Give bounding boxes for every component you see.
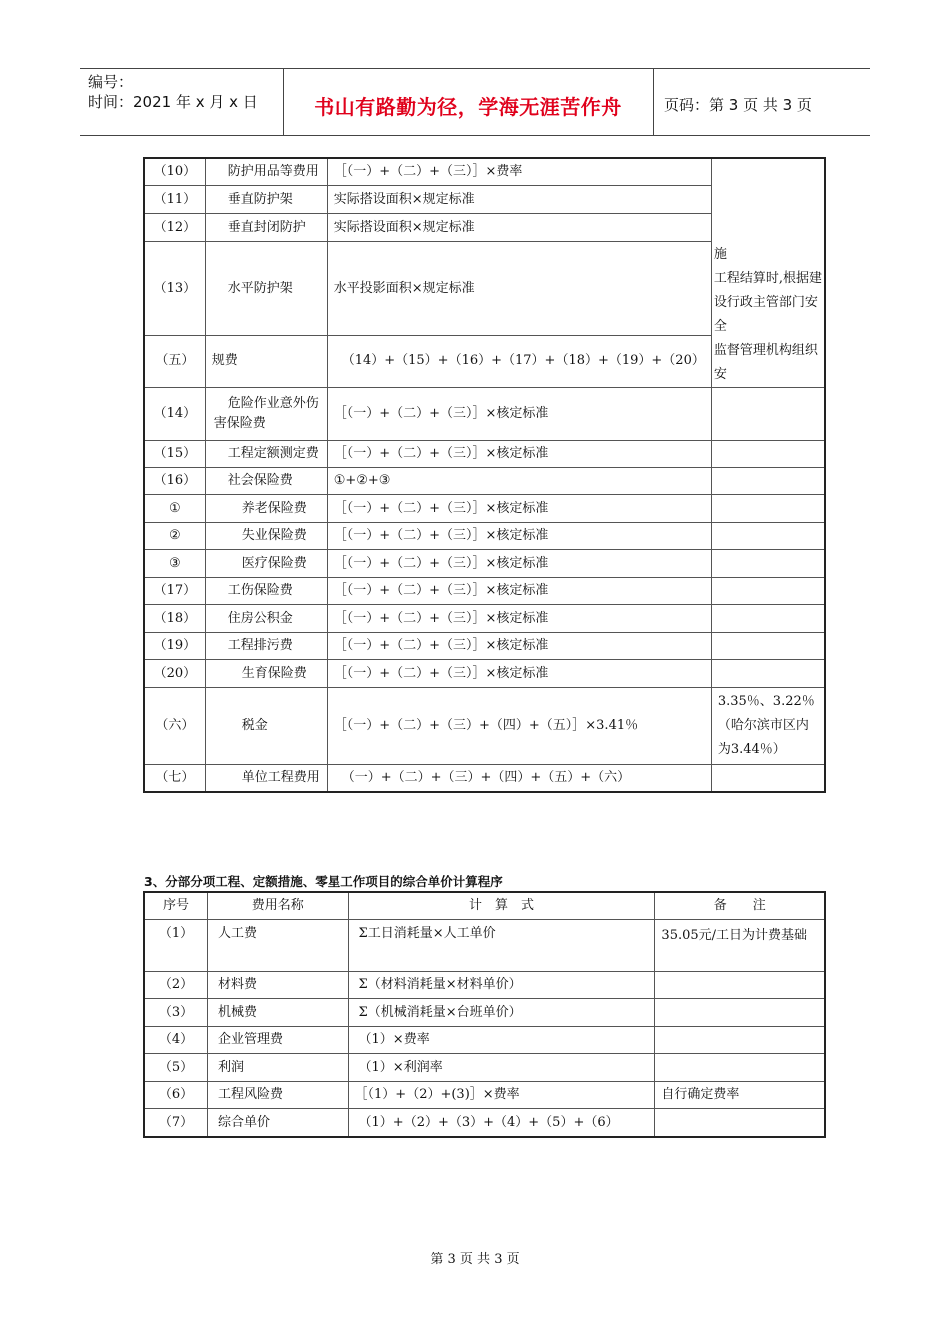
row-number: （5） [145,1054,208,1082]
table-row [145,765,825,792]
fee-formula: 实际搭设面积×规定标准 [327,214,711,242]
fee-formula: （一）+（二）+（三）+（四）+（五）+（六） [327,765,711,792]
fee-formula: （1）×费率 [348,1027,655,1054]
note-line: 施 [713,247,727,262]
note-cell [711,550,824,578]
row-number: （六） [145,688,206,765]
fee-name: 利润 [207,1054,348,1082]
note-line: 监督管理机构组织安 [713,343,818,382]
doc-number-label: 编号： [88,73,134,91]
fee-name: 工伤保险费 [205,578,327,605]
fee-formula: ［（一）+（二）+（三）］×核定标准 [327,523,711,550]
note-cell [711,523,824,550]
fee-name: 垂直防护架 [205,186,327,214]
fee-formula: ［（一）+（二）+（三）］×核定标准 [327,578,711,605]
note-line: 设行政主管部门安全 [713,295,818,334]
row-number: （14） [145,388,206,441]
row-number: （4） [145,1027,208,1054]
fee-formula: （14）+（15）+（16）+（17）+（18）+（19）+（20） [327,335,711,387]
doc-date-label: 时间：2021 年 x 月 x 日 [88,93,258,111]
row-number: （20） [145,660,206,688]
table-row [145,1082,825,1109]
fee-name: 工程风险费 [207,1082,348,1109]
fee-formula: ［（一）+（二）+（三）］×核定标准 [327,633,711,660]
table-row [145,495,825,523]
fee-table-continued [144,158,825,792]
row-number: ① [145,495,206,523]
fee-formula: Σ（材料消耗量×材料单价） [348,972,655,999]
table-row [145,633,825,660]
fee-formula: 水平投影面积×规定标准 [327,242,711,335]
fee-formula: ［（一）+（二）+（三）］×核定标准 [327,550,711,578]
row-number: （11） [145,186,206,214]
fee-name: 工程定额测定费 [205,441,327,468]
row-number: （17） [145,578,206,605]
fee-formula: Σ工日消耗量×人工单价 [348,920,655,972]
table-header-row [145,893,825,920]
row-number: （19） [145,633,206,660]
fee-name: 材料费 [207,972,348,999]
row-number: （7） [145,1109,208,1137]
fee-name: 机械费 [207,999,348,1027]
column-header: 备 注 [655,893,825,920]
fee-name: 防护用品等费用 [205,159,327,186]
row-number: （10） [145,159,206,186]
note-line: 工程结算时,根据建 [713,271,822,286]
note-cell [711,468,824,495]
unit-price-table [144,892,825,1137]
table-row [145,578,825,605]
fee-formula: （1）×利润率 [348,1054,655,1082]
header-page-number: 页码：第 3 页 共 3 页 [664,96,812,114]
note-cell [711,388,824,441]
table-row [145,605,825,633]
table-row [145,468,825,495]
fee-formula: ［（一）+（二）+（三）］×费率 [327,159,711,186]
fee-name: 垂直封闭防护 [205,214,327,242]
fee-name: 养老保险费 [205,495,327,523]
table-row [145,660,825,688]
column-header: 序号 [145,893,208,920]
note-cell [655,999,825,1027]
fee-name: 税金 [205,688,327,765]
row-number: （6） [145,1082,208,1109]
table-row [145,688,825,765]
table-row [145,523,825,550]
header-rule-top [80,68,870,69]
fee-formula: ［（一）+（二）+（三）］×核定标准 [327,495,711,523]
fee-name: 综合单价 [207,1109,348,1137]
fee-formula: 实际搭设面积×规定标准 [327,186,711,214]
table-row [145,1054,825,1082]
fee-name: 规费 [205,335,327,387]
fee-formula: ［（1）+（2）+(3)］×费率 [348,1082,655,1109]
header-meta [88,72,258,112]
note-cell [711,660,824,688]
note-cell: 自行确定费率 [655,1082,825,1109]
fee-formula: Σ（机械消耗量×台班单价） [348,999,655,1027]
note-cell-tax: 3.35％、3.22％（哈尔滨市区内为3.44％） [711,688,824,765]
table-row [145,999,825,1027]
table-row [145,159,825,186]
table-row [145,1027,825,1054]
fee-name: 失业保险费 [205,523,327,550]
fee-name: 单位工程费用 [205,765,327,792]
fee-name: 社会保险费 [205,468,327,495]
table-row [145,550,825,578]
row-number: ③ [145,550,206,578]
row-number: ② [145,523,206,550]
fee-formula: ［（一）+（二）+（三）+（四）+（五）］×3.41％ [327,688,711,765]
column-header: 费用名称 [207,893,348,920]
note-cell [711,578,824,605]
fee-formula: ［（一）+（二）+（三）］×核定标准 [327,441,711,468]
note-cell-safety [711,159,824,388]
note-cell [655,1109,825,1137]
fee-name: 企业管理费 [207,1027,348,1054]
note-cell [655,1027,825,1054]
row-number: （12） [145,214,206,242]
row-number: （16） [145,468,206,495]
fee-name: 水平防护架 [205,242,327,335]
row-number: （3） [145,999,208,1027]
page-footer: 第 3 页 共 3 页 [430,1252,520,1267]
table-row [145,441,825,468]
fee-name: 人工费 [207,920,348,972]
fee-name: 危险作业意外伤害保险费 [205,388,327,441]
header-motto: 书山有路勤为径，学海无涯苦作舟 [314,95,622,119]
note-cell [711,441,824,468]
note-cell [711,495,824,523]
row-number: （2） [145,972,208,999]
row-number: （五） [145,335,206,387]
fee-name: 生育保险费 [205,660,327,688]
table-row [145,1109,825,1137]
header-rule-bottom [80,135,870,136]
section-title: 3、分部分项工程、定额措施、零星工作项目的综合单价计算程序 [144,874,503,889]
fee-formula: ［（一）+（二）+（三）］×核定标准 [327,388,711,441]
row-number: （18） [145,605,206,633]
note-cell [711,633,824,660]
row-number: （1） [145,920,208,972]
note-cell [711,765,824,792]
row-number: （13） [145,242,206,335]
note-cell [655,1054,825,1082]
note-cell [711,605,824,633]
header-divider [653,68,654,136]
table-row [145,388,825,441]
note-cell: 35.05元/工日为计费基础 [655,920,825,972]
row-number: （15） [145,441,206,468]
table-row [145,920,825,972]
table-row [145,972,825,999]
fee-name: 医疗保险费 [205,550,327,578]
fee-name: 工程排污费 [205,633,327,660]
fee-formula: ［（一）+（二）+（三）］×核定标准 [327,605,711,633]
fee-name: 住房公积金 [205,605,327,633]
column-header: 计 算 式 [348,893,655,920]
row-number: （七） [145,765,206,792]
fee-formula: ①+②+③ [327,468,711,495]
fee-formula: ［（一）+（二）+（三）］×核定标准 [327,660,711,688]
fee-formula: （1）+（2）+（3）+（4）+（5）+（6） [348,1109,655,1137]
note-cell [655,972,825,999]
